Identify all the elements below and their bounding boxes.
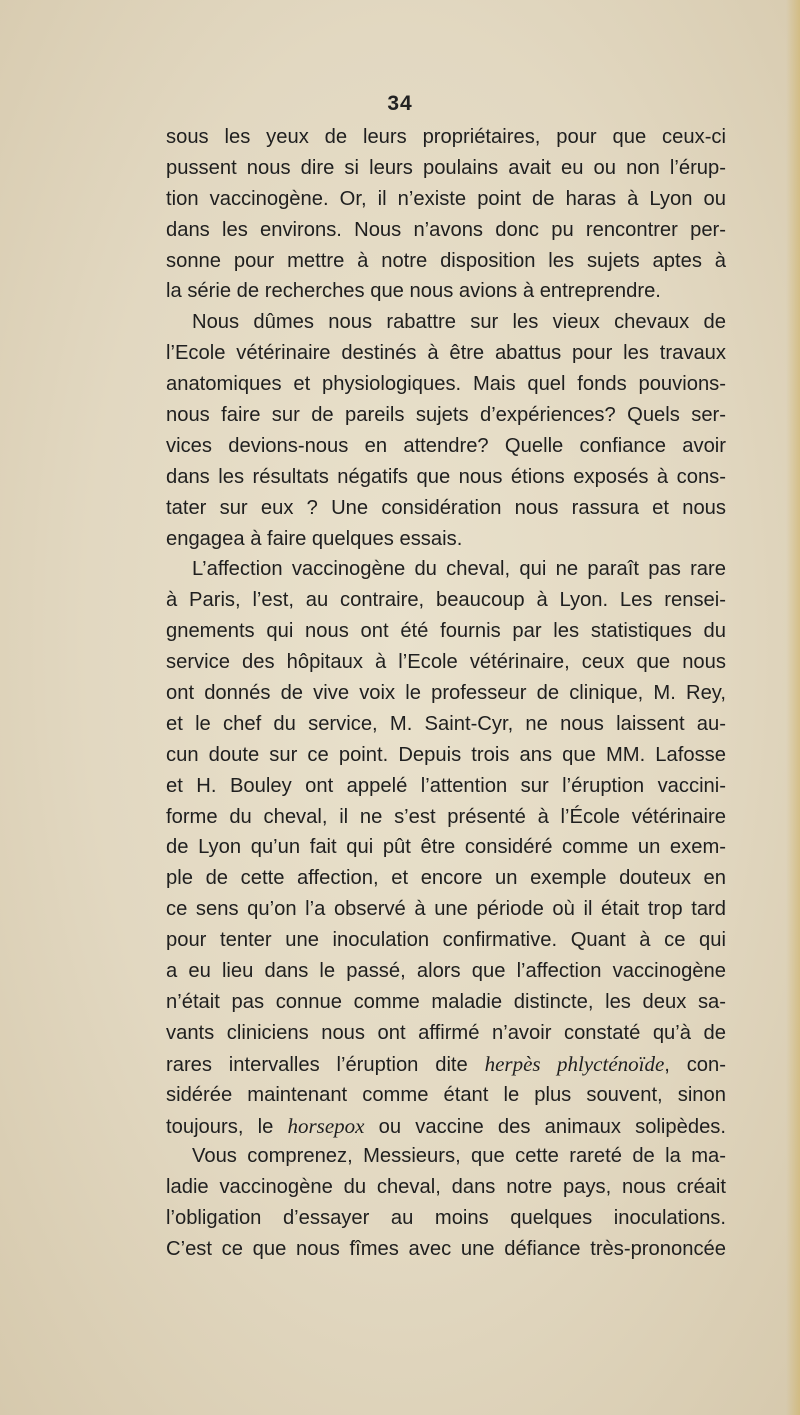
text-line: nous faire sur de pareils sujets d’expériences? Quels ser-: [166, 404, 726, 427]
text-line: tion vaccinogène. Or, il n’existe point de haras à Lyon ou: [166, 187, 726, 210]
text-line: C’est ce que nous fîmes avec une défiance très-prononcée: [166, 1238, 726, 1261]
text-line: sous les yeux de leurs propriétaires, pour que ceux-ci: [166, 126, 726, 148]
text-line: dans les résultats négatifs que nous étions exposés à cons-: [166, 465, 726, 488]
text-line: cun doute sur ce point. Depuis trois ans que MM. Lafosse: [166, 743, 726, 766]
text-line: de Lyon qu’un fait qui pût être considéré comme un exem-: [166, 836, 726, 859]
text-line: ladie vaccinogène du cheval, dans notre pays, nous créait: [166, 1176, 726, 1199]
text-line: anatomiques et physiologiques. Mais quel fonds pouvions-: [166, 373, 726, 396]
text-line: service des hôpitaux à l’Ecole vétérinaire, ceux que nous: [166, 651, 726, 674]
text-line: n’était pas connue comme maladie distincte, les deux sa-: [166, 990, 726, 1013]
text-line: tater sur eux ? Une considération nous rassura et nous: [166, 496, 726, 519]
text-line: sidérée maintenant comme étant le plus souvent, sinon: [166, 1083, 726, 1106]
text-line: ple de cette affection, et encore un exemple douteux en: [166, 867, 726, 890]
text-line: toujours, le horsepox ou vaccine des animaux solipèdes.: [166, 1113, 726, 1138]
italic-term: horsepox: [287, 1113, 365, 1138]
text-line: et le chef du service, M. Saint-Cyr, ne nous laissent au-: [166, 712, 726, 735]
text-line: vants cliniciens nous ont affirmé n’avoir constaté qu’à de: [166, 1021, 726, 1044]
text-line: Vous comprenez, Messieurs, que cette rareté de la ma-: [192, 1145, 726, 1168]
text-line: l’obligation d’essayer au moins quelques inoculations.: [166, 1207, 726, 1230]
text-line: ont donnés de vive voix le professeur de clinique, M. Rey,: [166, 682, 726, 705]
text-line: rares intervalles l’éruption dite herpès phlycténoïde, con-: [166, 1051, 726, 1076]
body-text: [166, 122, 726, 1265]
text-line: a eu lieu dans le passé, alors que l’affection vaccinogène: [166, 960, 726, 983]
text-line: dans les environs. Nous n’avons donc pu rencontrer per-: [166, 218, 726, 241]
text-line: à Paris, l’est, au contraire, beaucoup à Lyon. Les rensei-: [166, 589, 726, 612]
text-line: pussent nous dire si leurs poulains avait eu ou non l’érup-: [166, 156, 726, 179]
text-line: pour tenter une inoculation confirmative. Quant à ce qui: [166, 929, 726, 952]
page-edge-shading: [786, 0, 800, 1415]
text-line: ce sens qu’on l’a observé à une période où il était trop tard: [166, 898, 726, 921]
text-line: et H. Bouley ont appelé l’attention sur l’éruption vaccini-: [166, 774, 726, 797]
text-line: engagea à faire quelques essais.: [166, 527, 463, 550]
italic-term: herpès phlycténoïde: [484, 1051, 665, 1076]
text-line: Nous dûmes nous rabattre sur les vieux chevaux de: [192, 311, 726, 334]
text-line: sonne pour mettre à notre disposition les sujets aptes à: [166, 249, 726, 272]
text-line: l’Ecole vétérinaire destinés à être abattus pour les travaux: [166, 342, 726, 365]
page-number: 34: [387, 92, 413, 115]
text-line: L’affection vaccinogène du cheval, qui ne paraît pas rare: [192, 558, 726, 581]
text-line: la série de recherches que nous avions à entreprendre.: [166, 280, 661, 303]
text-line: gnements qui nous ont été fournis par les statistiques du: [166, 620, 726, 643]
text-line: vices devions-nous en attendre? Quelle confiance avoir: [166, 434, 726, 457]
text-line: forme du cheval, il ne s’est présenté à l’École vétérinaire: [166, 805, 726, 828]
